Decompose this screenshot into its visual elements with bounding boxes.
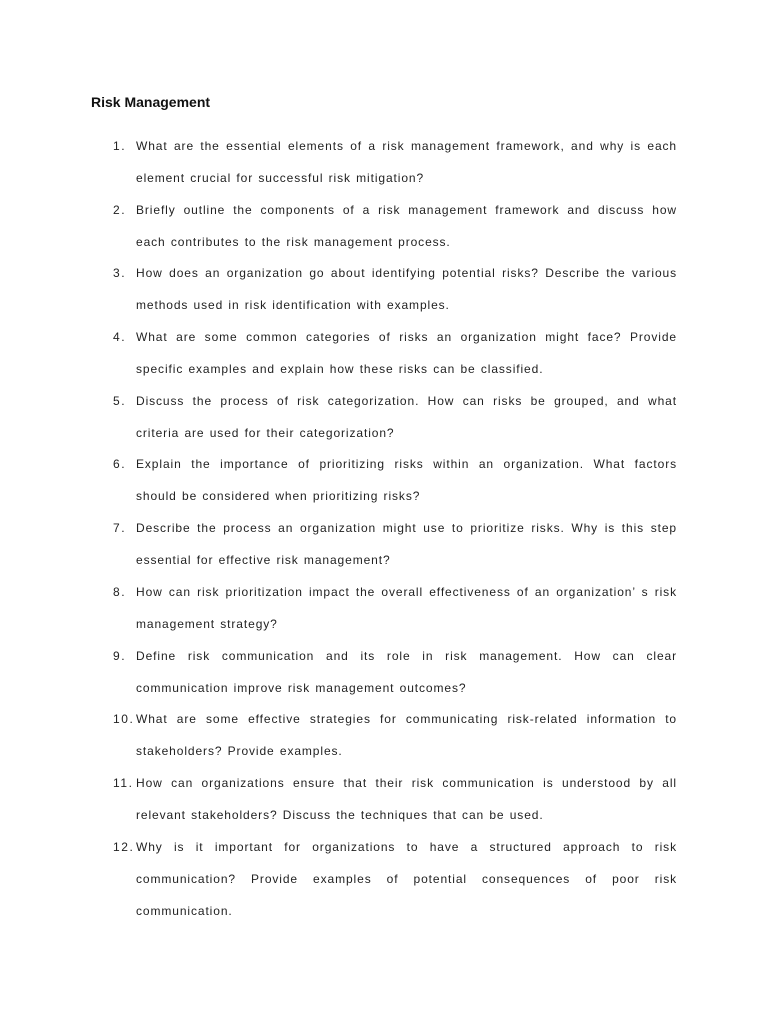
list-item xyxy=(0,518,768,582)
question-number: 5. xyxy=(113,393,127,408)
question-list xyxy=(0,136,768,933)
question-number: 6. xyxy=(113,457,127,472)
question-text: Define risk communication and its role in risk management. How can clear communication improve risk management outcomes? xyxy=(136,648,677,695)
question-text: What are some effective strategies for communicating risk-related information to stakeholders? Provide examples. xyxy=(136,712,677,759)
question-text: How can organizations ensure that their risk communication is understood by all relevant stakeholders? Discuss the techniques that can be used. xyxy=(136,775,677,822)
list-item xyxy=(0,709,768,773)
question-text: Briefly outline the components of a risk management framework and discuss how each contributes to the risk management process. xyxy=(136,202,677,249)
list-item xyxy=(0,646,768,710)
list-item xyxy=(0,773,768,837)
question-text: Describe the process an organization might use to prioritize risks. Why is this step essential for effective risk management? xyxy=(136,521,677,568)
list-item xyxy=(0,837,768,933)
question-number: 4. xyxy=(113,330,127,345)
question-number: 7. xyxy=(113,521,127,536)
question-number: 2. xyxy=(113,202,127,217)
list-item xyxy=(0,582,768,646)
page-title: Risk Management xyxy=(91,94,211,110)
question-number: 11. xyxy=(113,775,134,790)
question-number: 3. xyxy=(113,266,127,281)
question-text: Explain the importance of prioritizing risks within an organization. What factors should be considered when prioritizing risks? xyxy=(136,457,677,504)
question-text: What are the essential elements of a risk management framework, and why is each element crucial for successful risk mitigation? xyxy=(136,139,677,185)
question-number: 1. xyxy=(113,139,127,153)
question-number: 8. xyxy=(113,584,127,599)
question-text: What are some common categories of risks an organization might face? Provide specific examples and explain how these risks can be classified. xyxy=(136,330,677,377)
question-text: How does an organization go about identifying potential risks? Describe the various methods used in risk identification with examples. xyxy=(136,266,677,313)
question-number: 10. xyxy=(113,712,135,727)
list-item xyxy=(0,391,768,455)
list-item xyxy=(0,263,768,327)
question-number: 9. xyxy=(113,648,127,663)
list-item xyxy=(0,200,768,264)
question-number: 12. xyxy=(113,839,135,854)
list-item xyxy=(0,327,768,391)
question-text: How can risk prioritization impact the overall effectiveness of an organization’ s risk management strategy? xyxy=(136,584,677,631)
list-item xyxy=(0,454,768,518)
question-text: Why is it important for organizations to have a structured approach to risk communication? Provide examples of potential consequences of poor risk communication. xyxy=(136,839,677,918)
question-text: Discuss the process of risk categorization. How can risks be grouped, and what criteria are used for their categorization? xyxy=(136,393,677,440)
list-item xyxy=(0,136,768,200)
